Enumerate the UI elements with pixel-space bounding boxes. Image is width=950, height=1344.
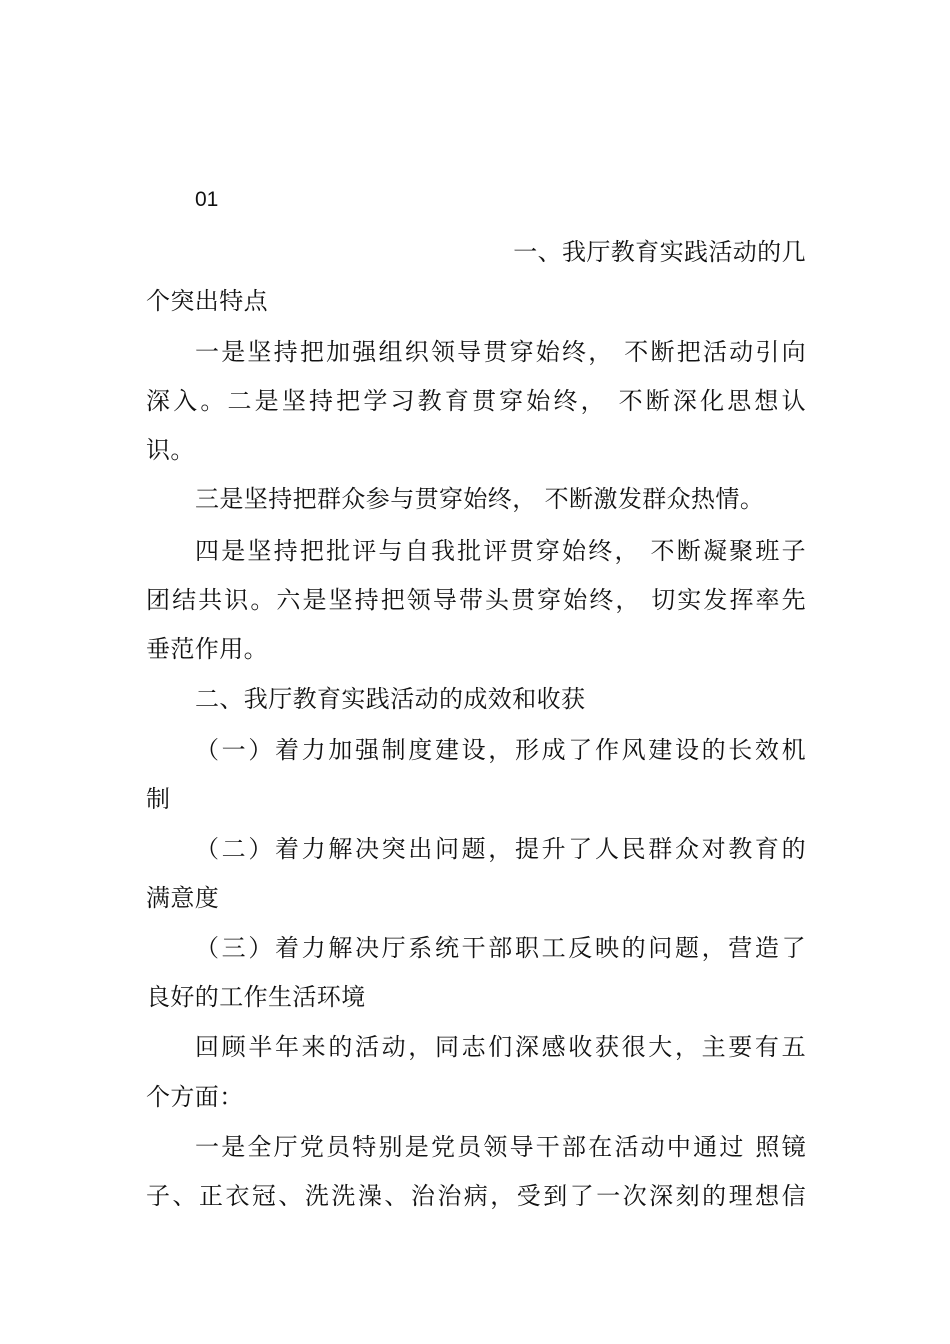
text-line: 一是全厅党员特别是党员领导干部在活动中通过 照镜 [195, 1133, 806, 1161]
text-line: 三是坚持把群众参与贯穿始终， 不断激发群众热情。 [195, 485, 765, 513]
text-line: （一）着力加强制度建设，形成了作风建设的长效机 [195, 736, 806, 764]
text-line: 识。 [146, 436, 195, 464]
text-line: （三）着力解决厅系统干部职工反映的问题，营造了 [195, 934, 806, 962]
text-line: 回顾半年来的活动，同志们深感收获很大，主要有五 [195, 1033, 806, 1061]
text-line: 满意度 [146, 884, 220, 912]
text-line: 制 [146, 785, 171, 813]
text-line: 垂范作用。 [146, 635, 268, 663]
heading-line-2: 个突出特点 [146, 287, 268, 315]
page-marker: 01 [195, 188, 219, 211]
heading-line-1: 一、我厅教育实践活动的几 [513, 238, 806, 266]
text-line: 团结共识。六是坚持把领导带头贯穿始终， 切实发挥率先 [146, 586, 806, 614]
text-line: （二）着力解决突出问题，提升了人民群众对教育的 [195, 835, 806, 863]
text-line: 四是坚持把批评与自我批评贯穿始终， 不断凝聚班子 [195, 537, 806, 565]
text-line: 子、正衣冠、洗洗澡、治治病，受到了一次深刻的理想信 [146, 1182, 806, 1210]
section-heading: 二、我厅教育实践活动的成效和收获 [195, 685, 586, 713]
text-line: 一是坚持把加强组织领导贯穿始终， 不断把活动引向 [195, 338, 806, 366]
text-line: 良好的工作生活环境 [146, 983, 366, 1011]
text-line: 个方面： [146, 1083, 244, 1111]
text-line: 深入。二是坚持把学习教育贯穿始终， 不断深化思想认 [146, 387, 806, 415]
